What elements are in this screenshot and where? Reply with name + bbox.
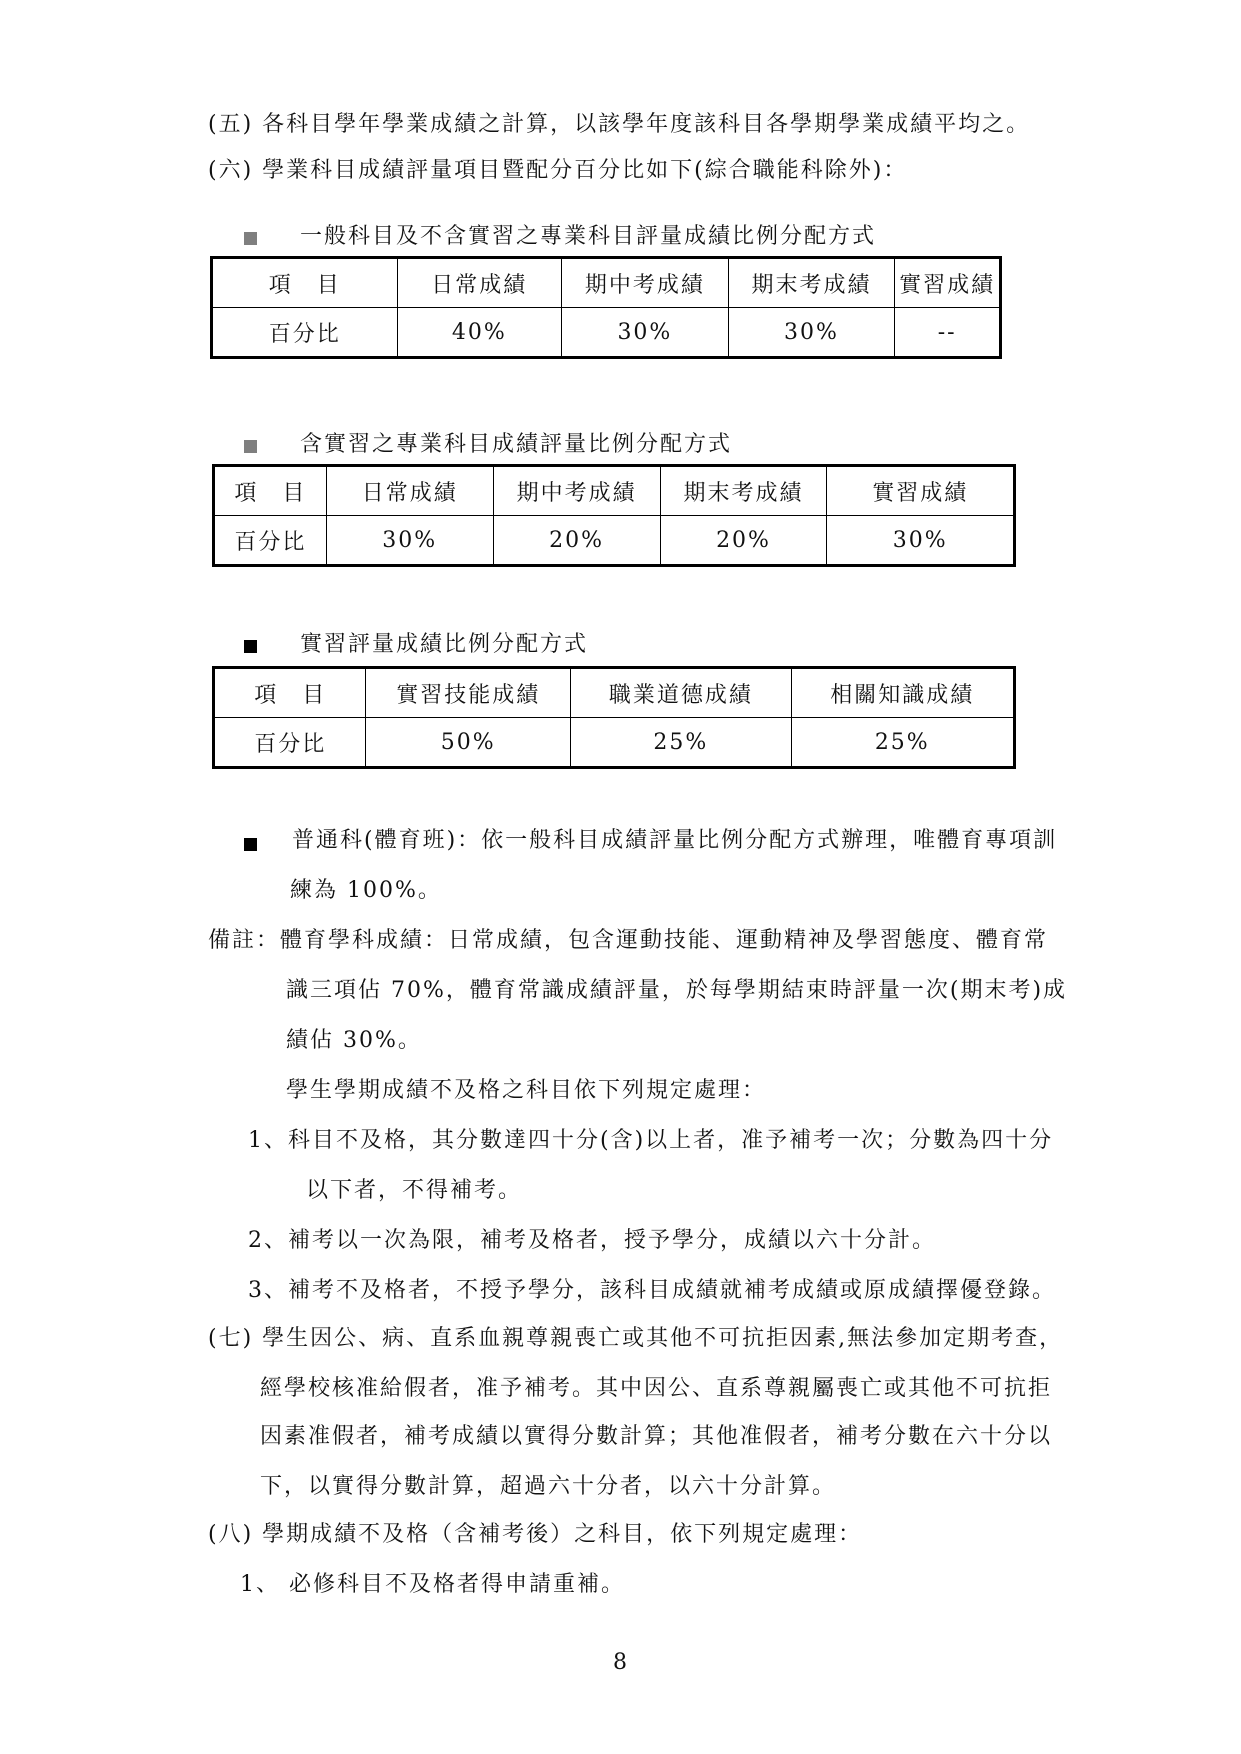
table-cell: 30% [562,308,729,358]
table-cell: 項 目 [214,668,366,718]
square-bullet-icon [244,636,257,655]
table-cell: 相關知識成績 [791,668,1014,718]
paragraph-8-line1: (八) 學期成績不及格（含補考後）之科目，依下列規定處理： [208,1522,863,1547]
fail-rule-1-line1: 1、科目不及格，其分數達四十分(含)以上者，准予補考一次；分數為四十分 [248,1128,1054,1153]
table3-caption: 實習評量成績比例分配方式 [300,632,589,657]
table-cell: 40% [397,308,562,358]
table-cell: 百分比 [212,308,398,358]
table-cell: 期中考成績 [493,466,660,516]
fail-rule-3: 3、補考不及格者，不授予學分，該科目成績就補考成績或原成績擇優登錄。 [248,1278,1056,1303]
square-bullet-icon [244,228,257,247]
fail-rule-2: 2、補考以一次為限，補考及格者，授予學分，成績以六十分計。 [248,1228,936,1253]
square-bullet-icon [244,436,257,455]
table-cell: 期末考成績 [660,466,827,516]
table-cell: 20% [660,516,827,566]
table-header-row [214,668,1015,718]
paragraph-5: (五) 各科目學年學業成績之計算，以該學年度該科目各學期學業成績平均之。 [208,112,1031,137]
square-bullet-icon [244,834,257,853]
table-cell: 期末考成績 [728,258,895,308]
table-row [212,308,1001,358]
pe-note-line1: 普通科(體育班)：依一般科目成績評量比例分配方式辦理，唯體育專項訓 [292,828,1058,853]
table-cell: 30% [728,308,895,358]
table-cell: 項 目 [212,258,398,308]
table1-caption: 一般科目及不含實習之專業科目評量成績比例分配方式 [300,224,877,249]
table1 [210,256,1002,359]
table-cell: 20% [493,516,660,566]
table2 [212,464,1016,567]
paragraph-7-line2: 經學校核准給假者，准予補考。其中因公、直系尊親屬喪亡或其他不可抗拒 [260,1376,1053,1401]
table-cell: 實習成績 [827,466,1015,516]
table-cell: 50% [366,718,571,768]
remark-line3: 績佔 30%。 [286,1028,422,1053]
table-cell: 實習成績 [895,258,1001,308]
fail-rule-1-line2: 以下者，不得補考。 [306,1178,523,1203]
table-cell: 日常成績 [397,258,562,308]
table-header-row [212,258,1001,308]
remark-line1: 備註：體育學科成績：日常成績，包含運動技能、運動精神及學習態度、體育常 [208,928,1049,953]
table-cell: 25% [571,718,791,768]
table-header-row [214,466,1015,516]
table-cell: 30% [326,516,493,566]
table3 [212,666,1016,769]
paragraph-7-line3: 因素准假者，補考成績以實得分數計算；其他准假者，補考分數在六十分以 [260,1424,1053,1449]
page-number: 8 [613,1650,627,1675]
table-row [214,516,1015,566]
table-cell: 25% [791,718,1014,768]
table2-caption: 含實習之專業科目成績評量比例分配方式 [300,432,733,457]
table-cell: 日常成績 [326,466,493,516]
table-cell: 期中考成績 [562,258,729,308]
table-row [214,718,1015,768]
table-cell: 30% [827,516,1015,566]
paragraph-7-line1: (七) 學生因公、病、直系血親尊親喪亡或其他不可抗拒因素,無法參加定期考查， [208,1326,1064,1351]
table-cell: 職業道德成績 [571,668,791,718]
paragraph-7-line4: 下，以實得分數計算，超過六十分者，以六十分計算。 [260,1474,837,1499]
table-cell: 百分比 [214,516,327,566]
pe-note-line2: 練為 100%。 [290,878,442,903]
paragraph-6: (六) 學業科目成績評量項目暨配分百分比如下(綜合職能科除外)： [208,158,908,183]
table-cell: 實習技能成績 [366,668,571,718]
remark-line2: 識三項佔 70%，體育常識成績評量，於每學期結束時評量一次(期末考)成 [286,978,1068,1003]
table-cell: 百分比 [214,718,366,768]
paragraph-8-item1: 1、 必修科目不及格者得申請重補。 [240,1572,625,1597]
table-cell: 項 目 [214,466,327,516]
fail-rules-intro: 學生學期成績不及格之科目依下列規定處理： [286,1078,767,1103]
table-cell: -- [895,308,1001,358]
